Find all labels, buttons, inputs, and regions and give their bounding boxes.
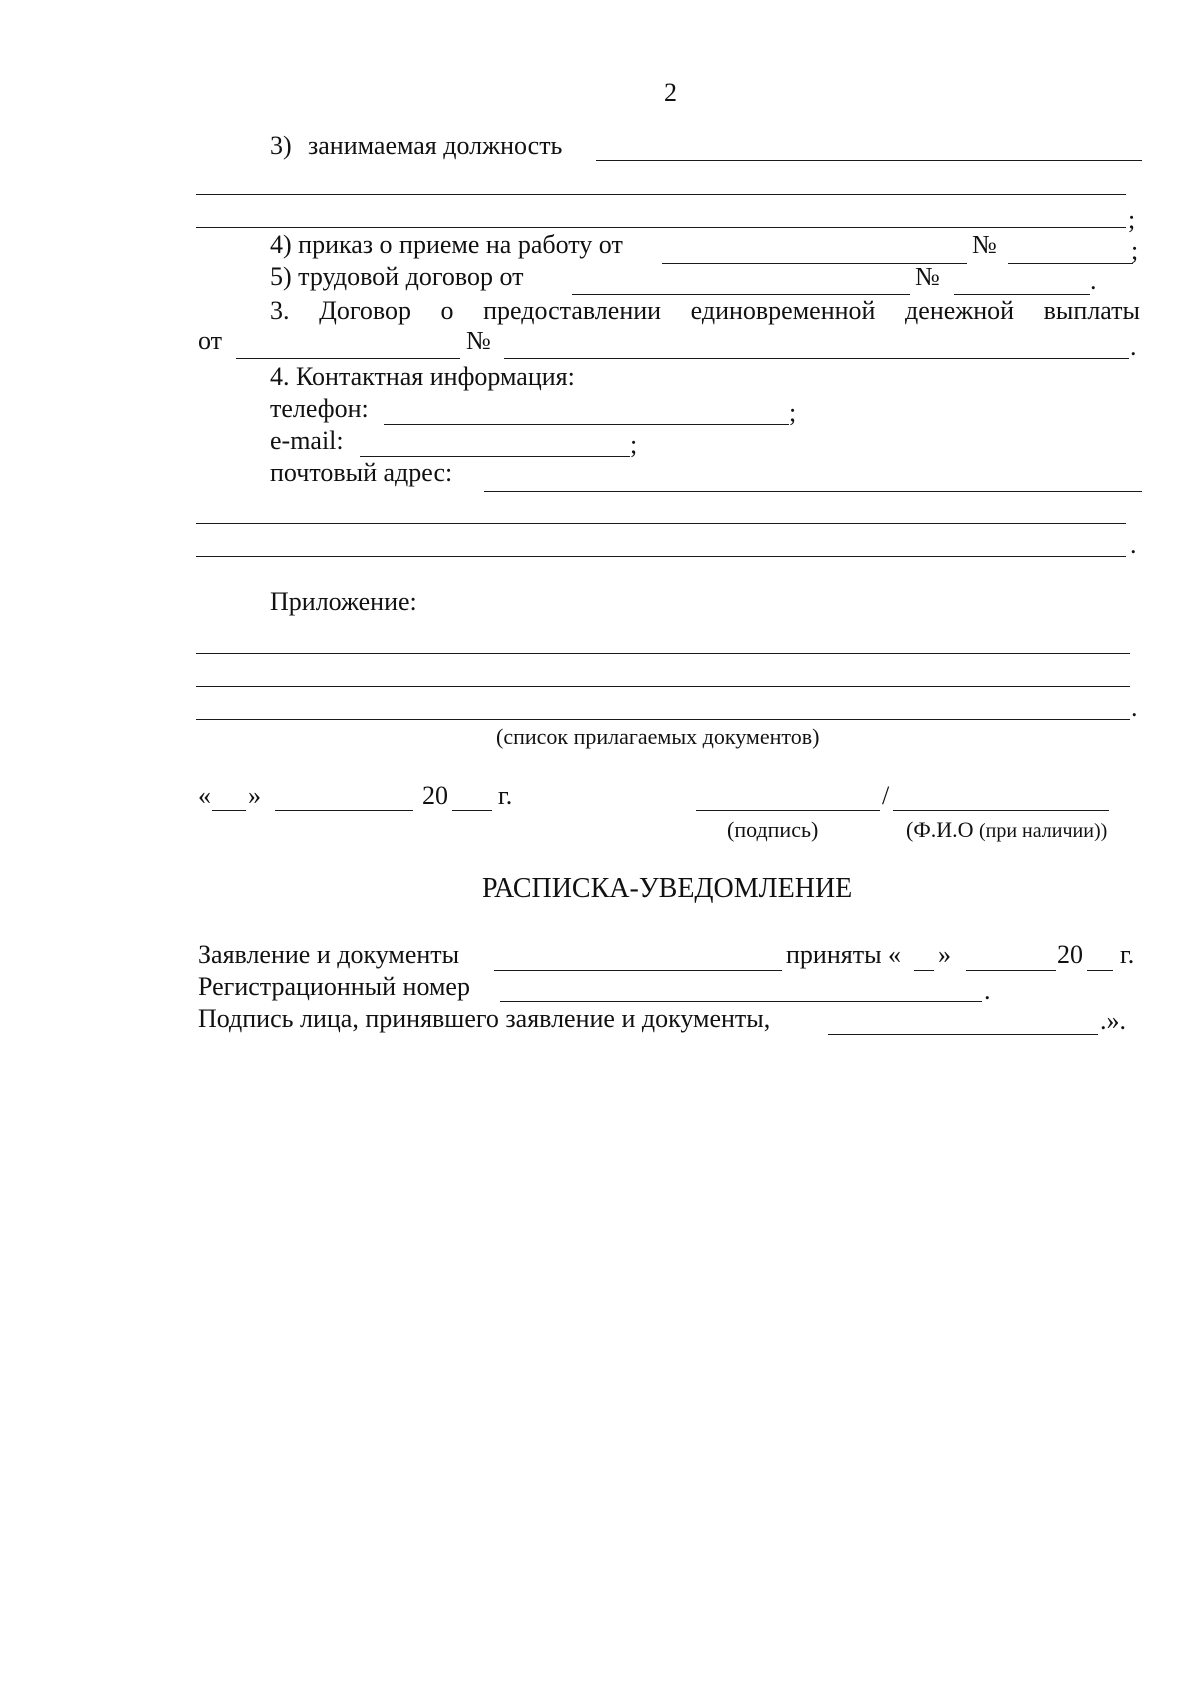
receipt-reg-label: Регистрационный номер — [198, 972, 470, 1001]
year-field[interactable] — [452, 810, 492, 811]
contract-date-field[interactable] — [572, 294, 910, 295]
address-field[interactable] — [484, 491, 1142, 492]
item3-position-line-3[interactable] — [196, 227, 1126, 228]
date-close-quote: » — [248, 781, 261, 810]
item4-end: ; — [1131, 236, 1139, 265]
email-field[interactable] — [360, 456, 630, 457]
section3-text: 3. Договор о предоставлении единовременной денежной выплаты — [270, 296, 1140, 325]
item5-end: . — [1090, 266, 1097, 295]
address-end: . — [1130, 530, 1137, 559]
receipt-docs-label: Заявление и документы — [198, 940, 460, 969]
page-number: 2 — [664, 78, 677, 107]
payment-contract-number-field[interactable] — [504, 358, 1129, 359]
receipt-docs-field[interactable] — [494, 970, 782, 971]
phone-label: телефон: — [270, 394, 369, 423]
receipt-sign-field[interactable] — [828, 1034, 1098, 1035]
section3-from: от — [198, 326, 223, 355]
item3-end: ; — [1128, 205, 1136, 234]
item4-number-sign: № — [972, 230, 997, 259]
item4-label: 4) приказ о приеме на работу от — [270, 230, 623, 259]
item3-label: занимаемая должность — [308, 131, 563, 160]
attachment-heading: Приложение: — [270, 587, 417, 616]
signature-caption: (подпись) — [727, 817, 819, 842]
receipt-quote-close: » — [938, 940, 951, 969]
address-label: почтовый адрес: — [270, 458, 453, 487]
receipt-day-field[interactable] — [914, 970, 934, 971]
receipt-month-field[interactable] — [966, 970, 1056, 971]
section3-end: . — [1130, 332, 1137, 361]
email-end: ; — [630, 430, 638, 459]
phone-end: ; — [789, 398, 797, 427]
date-open-quote: « — [198, 781, 211, 810]
receipt-sign-label: Подпись лица, принявшего заявление и документы, — [198, 1004, 771, 1033]
phone-field[interactable] — [384, 424, 789, 425]
fio-caption-note: (при наличии)) — [978, 820, 1108, 842]
attachment-caption: (список прилагаемых документов) — [496, 724, 820, 749]
contract-number-field[interactable] — [954, 294, 1090, 295]
email-label: e-mail: — [270, 426, 344, 455]
item3-position-field[interactable] — [596, 160, 1142, 161]
signature-slash: / — [882, 781, 890, 810]
section3-number-sign: № — [466, 326, 491, 355]
fio-field[interactable] — [893, 810, 1109, 811]
attachment-line-1[interactable] — [196, 653, 1130, 654]
receipt-title: РАСПИСКА-УВЕДОМЛЕНИЕ — [482, 873, 853, 904]
item5-number-sign: № — [915, 262, 940, 291]
order-number-field[interactable] — [1008, 263, 1133, 264]
attachment-line-2[interactable] — [196, 686, 1130, 687]
receipt-accepted-label: приняты « — [786, 940, 902, 969]
receipt-year-suffix: г. — [1120, 940, 1135, 969]
year-prefix: 20 — [422, 781, 448, 810]
attachment-line-3[interactable] — [196, 719, 1130, 720]
year-suffix: г. — [498, 781, 513, 810]
receipt-reg-field[interactable] — [500, 1001, 982, 1002]
receipt-sign-end: .». — [1100, 1006, 1126, 1035]
signature-field[interactable] — [696, 810, 880, 811]
item3-position-line-2[interactable] — [196, 194, 1126, 195]
item3-prefix: 3) — [270, 131, 292, 160]
day-field[interactable] — [212, 810, 246, 811]
attachment-end: . — [1131, 693, 1138, 722]
address-line-2[interactable] — [196, 523, 1126, 524]
receipt-year-prefix: 20 — [1057, 940, 1083, 969]
payment-contract-date-field[interactable] — [236, 358, 460, 359]
month-field[interactable] — [275, 810, 413, 811]
address-line-3[interactable] — [196, 556, 1126, 557]
receipt-reg-end: . — [984, 976, 991, 1005]
contacts-heading: 4. Контактная информация: — [270, 362, 575, 391]
item5-label: 5) трудовой договор от — [270, 262, 524, 291]
fio-caption-main: (Ф.И.О — [906, 817, 974, 842]
fio-caption — [906, 815, 1107, 846]
receipt-year-field[interactable] — [1087, 970, 1113, 971]
